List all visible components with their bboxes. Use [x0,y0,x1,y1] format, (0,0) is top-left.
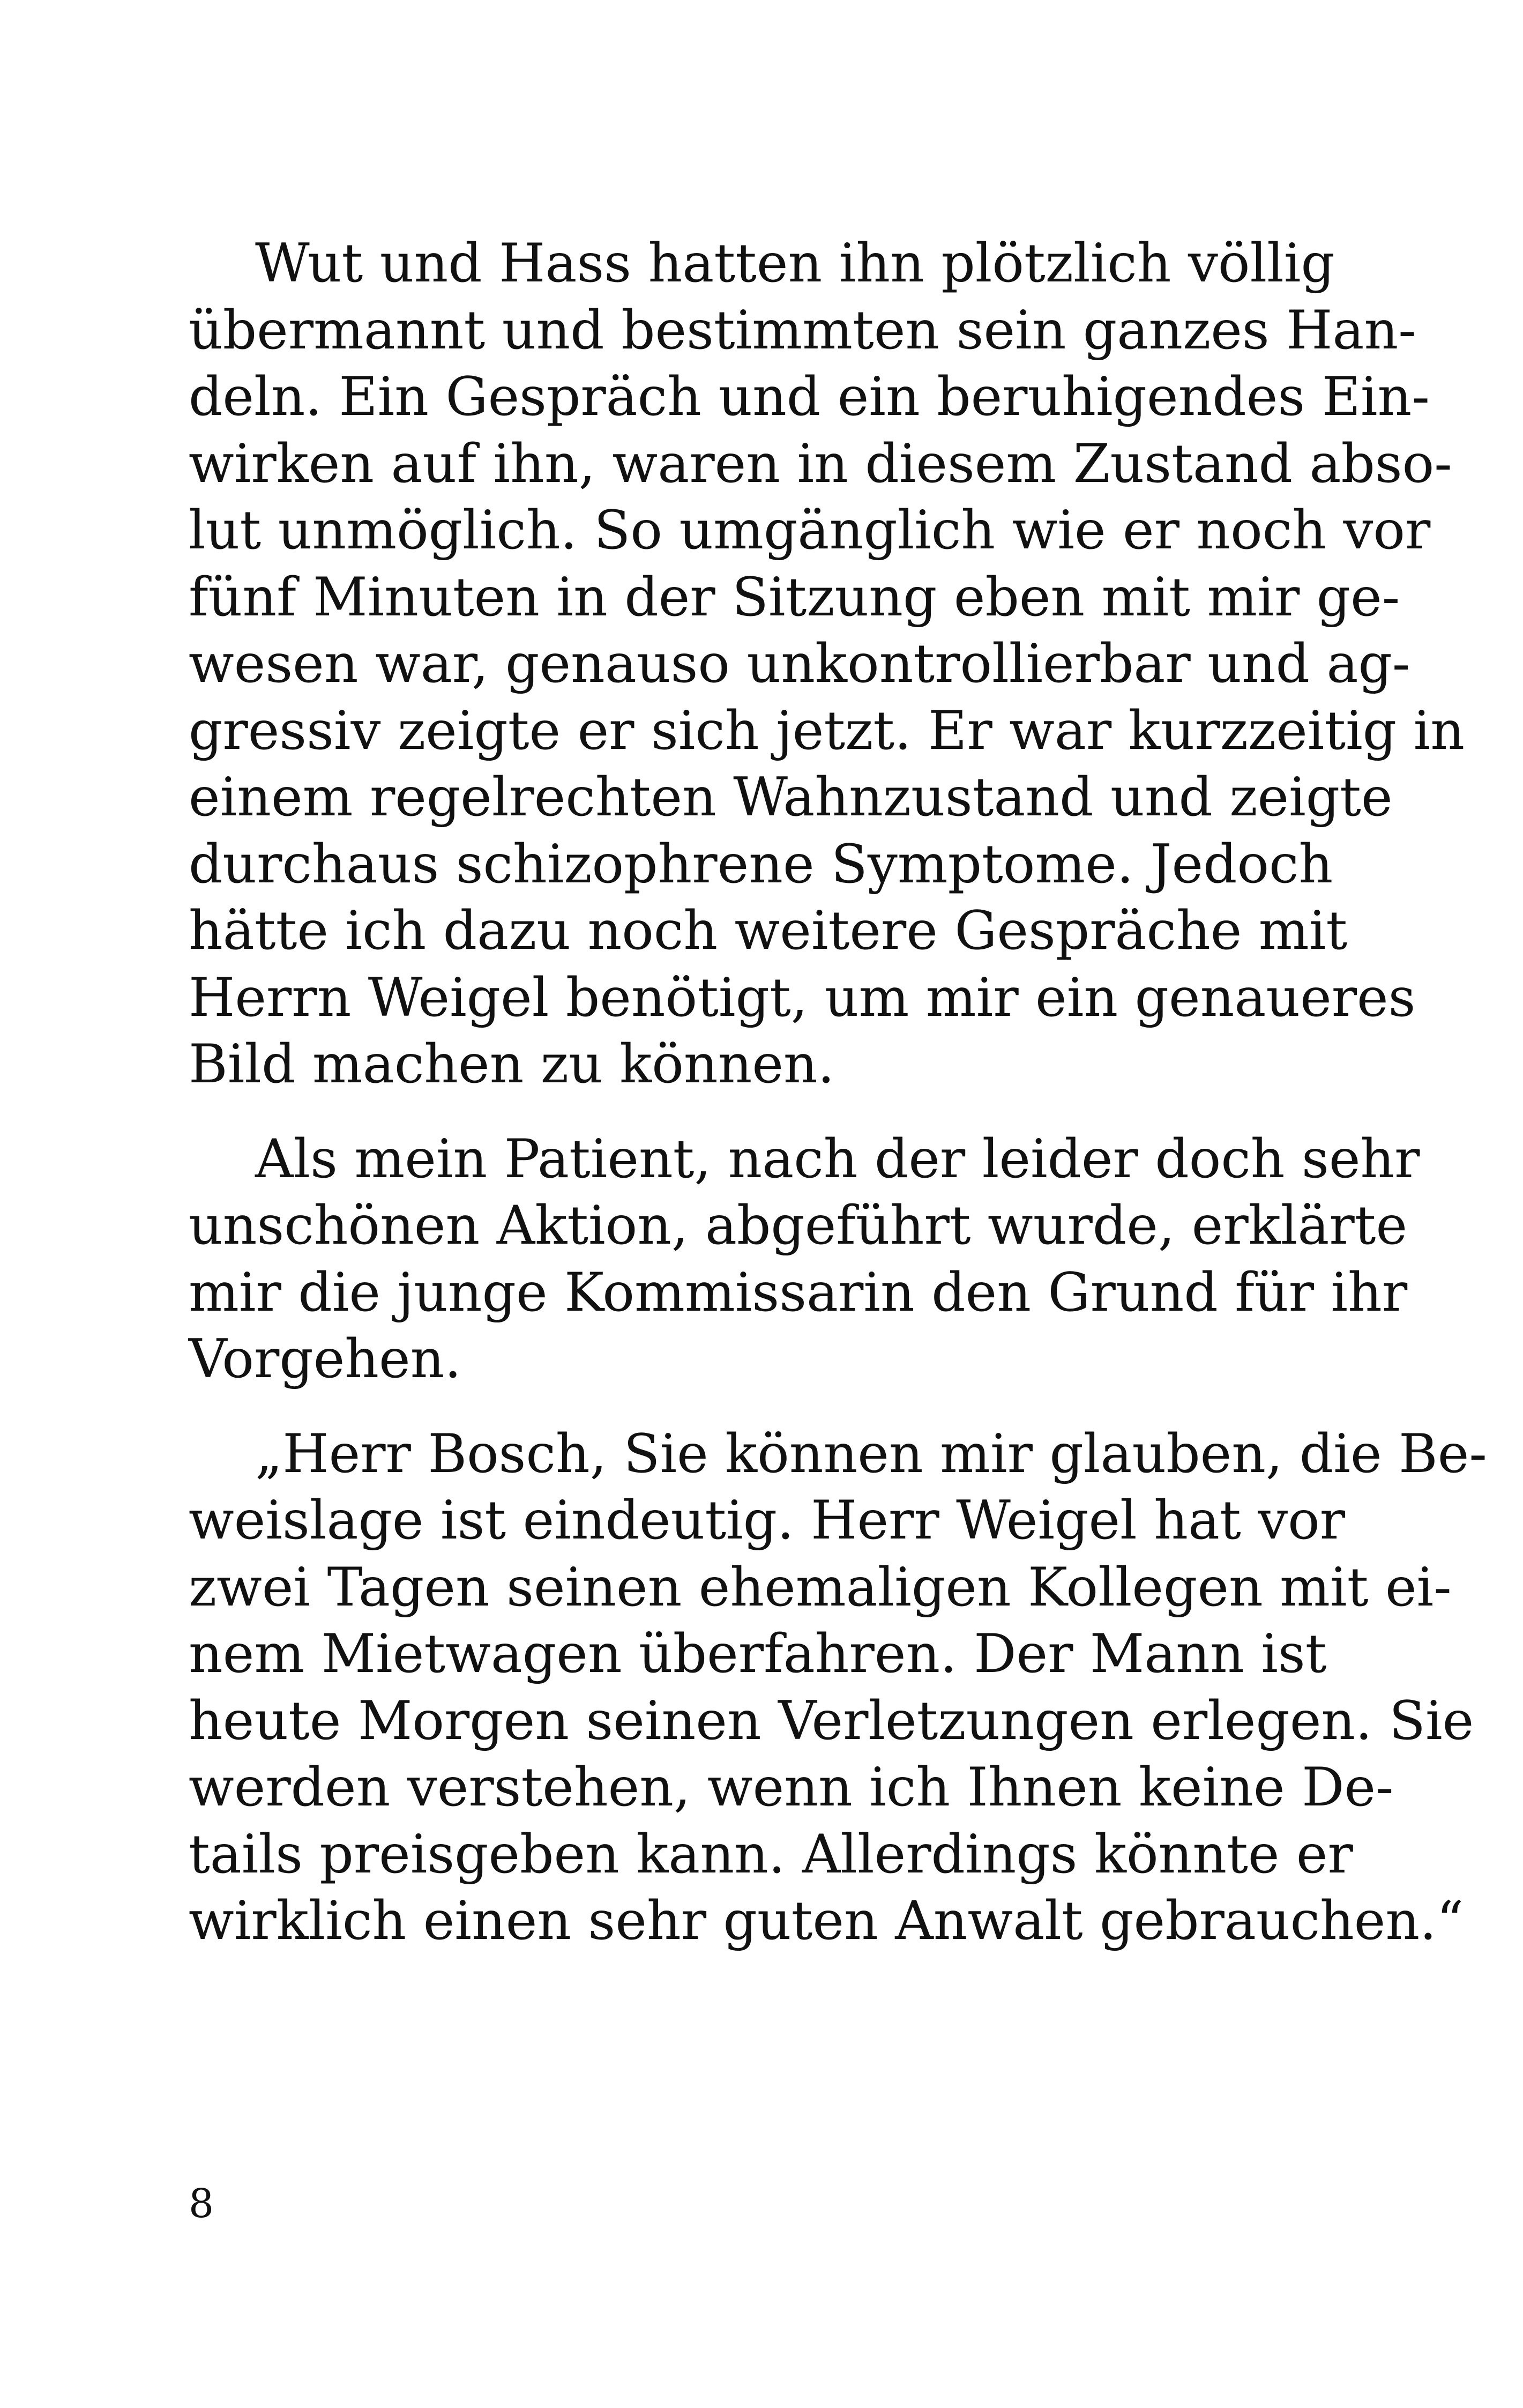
text-line: „Herr Bosch, Sie können mir glauben, die Be- [255,1423,1487,1485]
text-line: fünf Minuten in der Sitzung eben mit mir ge- [189,566,1400,628]
text-line: hätte ich dazu noch weitere Gespräche mit [189,900,1348,962]
text-line: gressiv zeigte er sich jetzt. Er war kurzzeitig in [189,700,1465,762]
text-line: wirklich einen sehr guten Anwalt gebrauchen.“ [189,1890,1464,1952]
page-number: 8 [189,2181,214,2227]
text-line: Vorgehen. [189,1328,461,1390]
text-line: Als mein Patient, nach der leider doch sehr [255,1128,1420,1190]
text-line: Wut und Hass hatten ihn plötzlich völlig [255,233,1335,294]
text-line: mir die junge Kommissarin den Grund für ihr [189,1261,1408,1324]
paragraph-1 [189,231,1465,1098]
text-line: werden verstehen, wenn ich Ihnen keine De- [189,1757,1394,1818]
text-line: wesen war, genauso unkontrollierbar und ag- [189,633,1410,695]
text-line: tails preisgeben kann. Allerdings könnte er [189,1823,1353,1885]
text-line: unschönen Aktion, abgeführt wurde, erklärte [189,1195,1408,1257]
text-line: einem regelrechten Wahnzustand und zeigte [189,767,1393,828]
text-line: lut unmöglich. So umgänglich wie er noch vor [189,500,1431,561]
paragraph-2 [189,1126,1420,1393]
text-line: nem Mietwagen überfahren. Der Mann ist [189,1623,1327,1685]
text-line: übermannt und bestimmten sein ganzes Han- [189,299,1416,361]
text-line: deln. Ein Gespräch und ein beruhigendes Ein- [189,366,1430,428]
text-line: Herrn Weigel benötigt, um mir ein genaueres [189,967,1416,1029]
text-line: wirken auf ihn, waren in diesem Zustand abso- [189,433,1452,495]
body-text [189,231,1487,1955]
paragraph-3 [189,1421,1487,1955]
text-line: heute Morgen seinen Verletzungen erlegen. Sie [189,1690,1474,1752]
text-line: Bild machen zu können. [189,1034,835,1095]
text-line: zwei Tagen seinen ehemaligen Kollegen mit ei- [189,1556,1452,1618]
text-line: weislage ist eindeutig. Herr Weigel hat vor [189,1490,1346,1551]
text-line: durchaus schizophrene Symptome. Jedoch [189,833,1333,895]
